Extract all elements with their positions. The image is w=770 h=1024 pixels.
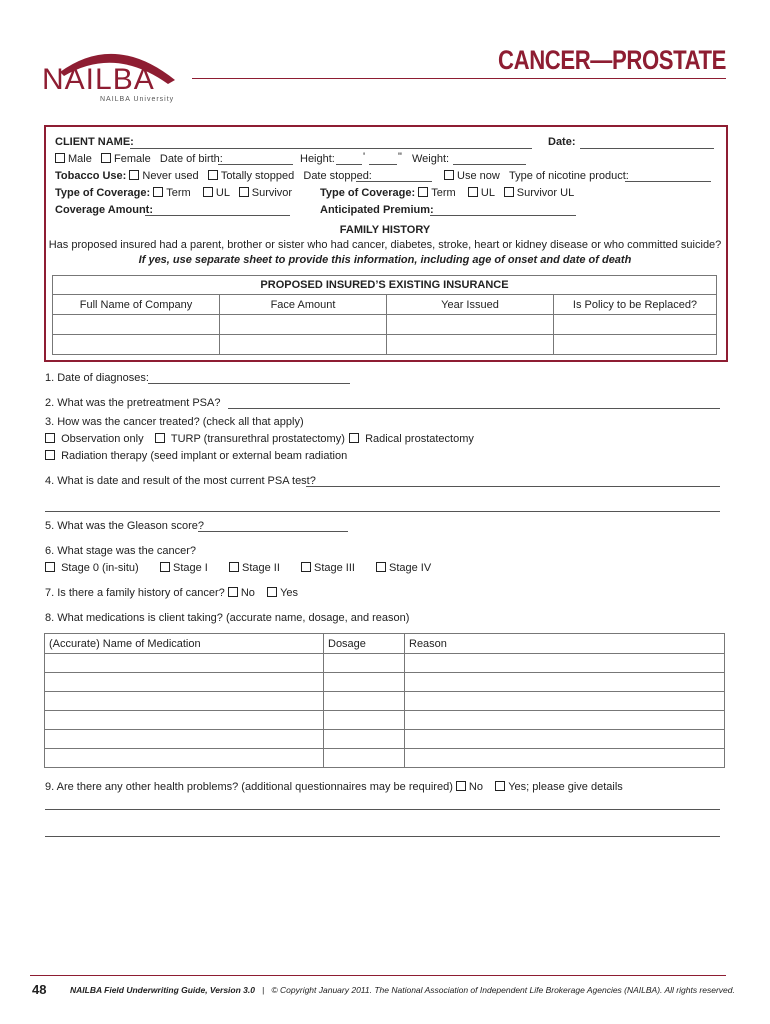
insurance-heading: PROPOSED INSURED’S EXISTING INSURANCE	[53, 276, 717, 295]
table-cell[interactable]	[554, 335, 717, 355]
table-cell[interactable]	[405, 749, 725, 768]
med-col-dosage: Dosage	[324, 634, 405, 654]
table-row	[45, 654, 725, 673]
tobacco-row	[55, 170, 372, 182]
height-label: Height:	[300, 153, 335, 165]
table-cell[interactable]	[45, 749, 324, 768]
stage-2-option	[229, 562, 280, 574]
med-col-reason: Reason	[405, 634, 725, 654]
table-cell[interactable]	[45, 730, 324, 749]
table-cell[interactable]	[53, 315, 220, 335]
use-now-label: Use now	[457, 170, 500, 182]
q9-field-1[interactable]	[45, 809, 720, 810]
q1-label: 1. Date of diagnoses:	[45, 372, 149, 384]
table-cell[interactable]	[324, 692, 405, 711]
survivor-ul-label: Survivor UL	[516, 187, 575, 199]
gender-row	[55, 153, 223, 165]
nicotine-label: Type of nicotine product:	[508, 170, 629, 182]
coverage-amount-label: Coverage Amount:	[55, 204, 153, 216]
stage-1-option	[160, 562, 208, 574]
table-cell[interactable]	[387, 315, 554, 335]
q3-radical-row	[349, 433, 474, 445]
q6-label: 6. What stage was the cancer?	[45, 545, 197, 557]
observation-label: Observation only	[61, 433, 144, 445]
turp-label: TURP (transurethral prostatectomy)	[170, 433, 345, 445]
family-history-note: If yes, use separate sheet to provide this information, including age of onset and date of death	[138, 254, 632, 266]
observation-checkbox[interactable]	[45, 433, 55, 443]
radiation-label: Radiation therapy (seed implant or external beam radiation	[61, 450, 348, 462]
stage-3-checkbox[interactable]	[301, 562, 311, 572]
stage-0-checkbox[interactable]	[45, 562, 55, 572]
insurance-col-year: Year Issued	[387, 295, 554, 315]
q8-label: 8. What medications is client taking? (accurate name, dosage, and reason)	[45, 612, 410, 624]
q9-no-label: No	[468, 781, 483, 793]
survivor-ul-checkbox[interactable]	[504, 187, 514, 197]
table-cell[interactable]	[405, 692, 725, 711]
stage-4-label: Stage IV	[389, 562, 432, 574]
med-col-name: (Accurate) Name of Medication	[45, 634, 324, 654]
female-label: Female	[114, 153, 151, 165]
date-field[interactable]	[580, 148, 714, 149]
q4-field-2[interactable]	[45, 511, 720, 512]
q2-field[interactable]	[228, 408, 720, 409]
radical-label: Radical prostatectomy	[365, 433, 474, 445]
q3-radiation-row	[45, 450, 347, 462]
survivor-checkbox[interactable]	[239, 187, 249, 197]
footer-text	[70, 985, 735, 995]
client-name-label: CLIENT NAME:	[55, 136, 134, 148]
term-2-checkbox[interactable]	[418, 187, 428, 197]
totally-stopped-checkbox[interactable]	[208, 170, 218, 180]
table-cell[interactable]	[45, 692, 324, 711]
use-now-row	[444, 170, 629, 182]
table-row	[53, 335, 717, 355]
table-cell[interactable]	[45, 673, 324, 692]
female-checkbox[interactable]	[101, 153, 111, 163]
term-checkbox[interactable]	[153, 187, 163, 197]
height-ft-mark: '	[363, 151, 366, 163]
ul-2-checkbox[interactable]	[468, 187, 478, 197]
logo	[40, 40, 190, 110]
table-cell[interactable]	[45, 654, 324, 673]
page-number: 48	[32, 982, 47, 997]
footer-copyright: © Copyright January 2011. The National Association of Independent Life Brokerage Agencies (NAILBA). All rights reserved.	[271, 985, 735, 995]
existing-insurance-table	[52, 275, 717, 355]
ul-2-label: UL	[480, 187, 495, 199]
table-row	[45, 730, 725, 749]
totally-stopped-label: Totally stopped	[220, 170, 295, 182]
stage-0-label: Stage 0 (in-situ)	[61, 562, 139, 574]
q9-yes-checkbox[interactable]	[495, 781, 505, 791]
tobacco-label: Tobacco Use:	[55, 170, 127, 182]
coverage-type-2-label: Type of Coverage:	[320, 187, 416, 199]
stage-0-option	[45, 562, 139, 574]
date-stopped-label: Date stopped:	[303, 170, 372, 182]
q5-label: 5. What was the Gleason score?	[45, 520, 204, 532]
nicotine-field[interactable]	[625, 181, 711, 182]
logo-subtext: NAILBA University	[100, 96, 175, 103]
footer-guide: NAILBA Field Underwriting Guide, Version 3.0	[70, 985, 255, 995]
q7-row	[45, 587, 298, 599]
table-row	[53, 315, 717, 335]
footer-rule	[30, 975, 726, 976]
q2-label: 2. What was the pretreatment PSA?	[45, 397, 221, 409]
insurance-col-replaced: Is Policy to be Replaced?	[554, 295, 717, 315]
q9-label: 9. Are there any other health problems? (additional questionnaires may be required)	[45, 781, 453, 793]
stage-3-option	[301, 562, 355, 574]
table-cell[interactable]	[405, 654, 725, 673]
stage-2-label: Stage II	[242, 562, 280, 574]
q1-field[interactable]	[148, 383, 350, 384]
insurance-col-company: Full Name of Company	[53, 295, 220, 315]
table-cell[interactable]	[324, 749, 405, 768]
q4-label: 4. What is date and result of the most current PSA test?	[45, 475, 316, 487]
q9-row	[45, 781, 623, 793]
table-cell[interactable]	[324, 730, 405, 749]
coverage-amount-field[interactable]	[145, 215, 290, 216]
coverage-type-label: Type of Coverage:	[55, 187, 151, 199]
ul-checkbox[interactable]	[203, 187, 213, 197]
coverage-type-row-1	[55, 187, 292, 199]
table-cell[interactable]	[324, 673, 405, 692]
table-cell[interactable]	[324, 711, 405, 730]
table-cell[interactable]	[220, 335, 387, 355]
weight-label: Weight:	[412, 153, 450, 165]
radiation-checkbox[interactable]	[45, 450, 55, 460]
client-name-field[interactable]	[130, 148, 532, 149]
q7-yes-label: Yes	[280, 587, 299, 599]
date-stopped-field[interactable]	[356, 181, 432, 182]
dob-field[interactable]	[218, 164, 293, 165]
use-now-checkbox[interactable]	[444, 170, 454, 180]
premium-field[interactable]	[430, 215, 576, 216]
coverage-type-row-2	[320, 187, 574, 199]
male-checkbox[interactable]	[55, 153, 65, 163]
stage-1-label: Stage I	[173, 562, 208, 574]
table-cell[interactable]	[53, 335, 220, 355]
height-in-mark: "	[398, 151, 402, 163]
male-label: Male	[68, 153, 92, 165]
footer-separator: |	[262, 985, 265, 995]
term-label: Term	[166, 187, 191, 199]
family-history-question: Has proposed insured had a parent, brother or sister who had cancer, diabetes, stroke, heart or kidney disease or who committed suicide?	[48, 239, 722, 251]
q3-label: 3. How was the cancer treated? (check all that apply)	[45, 416, 304, 428]
ul-label: UL	[215, 187, 230, 199]
height-in-field[interactable]	[369, 164, 397, 165]
table-cell[interactable]	[324, 654, 405, 673]
q4-field[interactable]	[306, 486, 720, 487]
q3-turp-row	[155, 433, 345, 445]
table-cell[interactable]	[405, 711, 725, 730]
q5-field[interactable]	[198, 531, 348, 532]
q7-label: 7. Is there a family history of cancer?	[45, 587, 225, 599]
stage-3-label: Stage III	[314, 562, 355, 574]
header-rule	[192, 78, 726, 79]
stage-4-checkbox[interactable]	[376, 562, 386, 572]
table-cell[interactable]	[387, 335, 554, 355]
medications-table	[44, 633, 725, 768]
height-ft-field[interactable]	[336, 164, 362, 165]
turp-checkbox[interactable]	[155, 433, 165, 443]
stage-1-checkbox[interactable]	[160, 562, 170, 572]
table-cell[interactable]	[405, 730, 725, 749]
stage-4-option	[376, 562, 431, 574]
q7-no-label: No	[240, 587, 255, 599]
table-cell[interactable]	[220, 315, 387, 335]
q3-options-row	[45, 433, 144, 445]
premium-label: Anticipated Premium:	[320, 204, 434, 216]
table-row	[45, 749, 725, 768]
weight-field[interactable]	[453, 164, 526, 165]
logo-wordmark: NAILBA	[42, 63, 155, 96]
table-cell[interactable]	[405, 673, 725, 692]
table-row	[45, 692, 725, 711]
never-used-checkbox[interactable]	[129, 170, 139, 180]
term-2-label: Term	[431, 187, 456, 199]
table-cell[interactable]	[554, 315, 717, 335]
dob-label: Date of birth:	[159, 153, 223, 165]
table-row	[45, 673, 725, 692]
table-cell[interactable]	[45, 711, 324, 730]
page-title: CANCER—PROSTATE	[498, 45, 726, 75]
insurance-col-face: Face Amount	[220, 295, 387, 315]
date-label: Date:	[548, 136, 576, 148]
survivor-label: Survivor	[251, 187, 293, 199]
q9-yes-label: Yes; please give details	[508, 781, 623, 793]
q9-field-2[interactable]	[45, 836, 720, 837]
family-history-heading: FAMILY HISTORY	[339, 224, 431, 236]
radical-checkbox[interactable]	[349, 433, 359, 443]
q9-no-checkbox[interactable]	[456, 781, 466, 791]
table-row	[45, 711, 725, 730]
never-used-label: Never used	[142, 170, 199, 182]
q7-yes-checkbox[interactable]	[267, 587, 277, 597]
q7-no-checkbox[interactable]	[228, 587, 238, 597]
stage-2-checkbox[interactable]	[229, 562, 239, 572]
